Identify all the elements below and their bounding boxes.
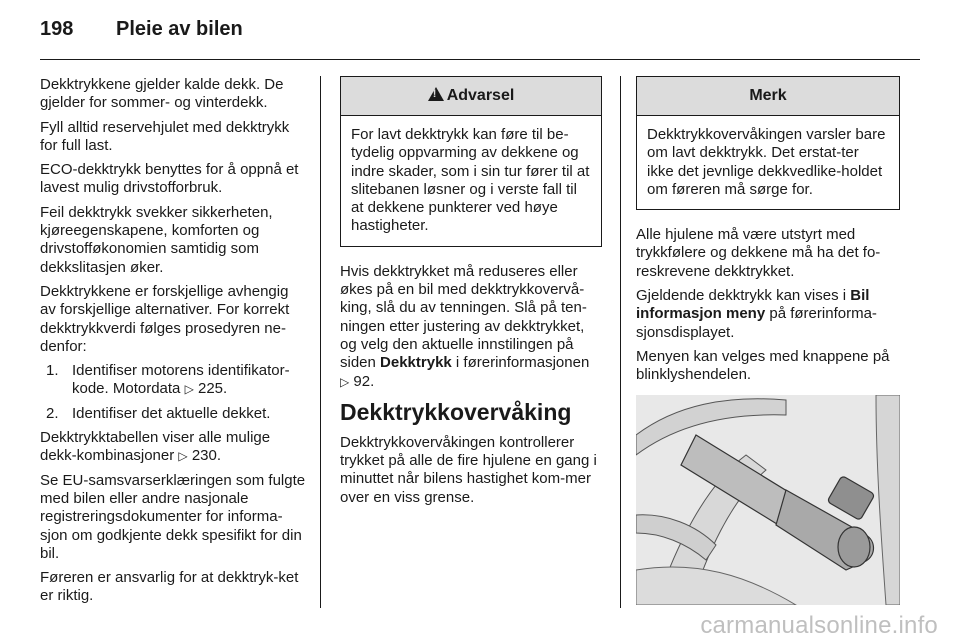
menu-term: Dekktrykk — [380, 354, 452, 372]
list-number: 2. — [46, 404, 59, 422]
paragraph: Føreren er ansvarlig for at dekktryk-ket er riktig. — [40, 569, 299, 605]
page-ref-arrow-icon: ▷ — [178, 449, 188, 464]
column-right — [636, 76, 900, 605]
note-text: Dekktrykkovervåkingen varsler bare om lavt dekktrykk. Det erstat-ter ikke det jevnlige dekkvedlike-holdet om føreren må sørge for. — [647, 126, 886, 198]
warning-triangle-icon — [428, 87, 444, 101]
list-text: Identifiser det aktuelle dekket. — [72, 404, 271, 422]
page-ref-link[interactable]: 230. — [191, 447, 222, 465]
list-number: 1. — [46, 362, 59, 380]
menu-term: Bil informasjon meny — [636, 287, 870, 323]
warning-text: For lavt dekktrykk kan føre til be-tydelig oppvarming av dekkene og indre skader, som i sin tur fører til at slitebanen løsner og i verste fall til at dekkene punkterer ved høye hastigheter. — [351, 126, 590, 235]
page-ref-arrow-icon: ▷ — [184, 382, 194, 397]
page-title: Pleie av bilen — [116, 18, 243, 40]
list-text-body: Identifiser motorens identifikator-kode. Motordata — [72, 362, 290, 398]
header-divider — [40, 59, 920, 60]
column-divider — [320, 76, 321, 608]
column-divider — [620, 76, 621, 608]
paragraph — [636, 287, 900, 342]
paragraph: Alle hjulene må være utstyrt med trykkfølere og dekkene må ha det fo-reskrevene dekktrykket. — [636, 226, 881, 280]
paragraph: ECO-dekktrykk benyttes for å oppnå et lavest mulig drivstofforbruk. — [40, 161, 299, 197]
lever-drawing — [636, 395, 900, 605]
paragraph-text: i førerinformasjonen — [455, 354, 590, 372]
warning-title: Advarsel — [446, 87, 515, 104]
list-item — [40, 405, 308, 423]
paragraph: Dekktrykkene gjelder kalde dekk. De gjelder for sommer- og vinterdekk. — [40, 76, 284, 112]
paragraph: Menyen kan velges med knappene på blinklyshendelen. — [636, 347, 890, 384]
paragraph: Fyll alltid reservehjulet med dekktrykk for full last. — [40, 118, 290, 154]
list-item — [40, 362, 308, 399]
column-middle — [340, 76, 602, 513]
turn-signal-lever-illustration — [636, 395, 900, 605]
section-heading: Dekktrykkovervåking — [340, 398, 572, 425]
paragraph-text: Hvis dekktrykket må reduseres eller økes på en bil med dekktrykkovervå-king, slå du av tenningen. Slå på ten-ningen etter justering av dekktrykket, og velg den aktuelle innstilingen på siden — [340, 262, 587, 372]
paragraph: Dekktrykkovervåkingen kontrollerer trykket på alle de fire hjulene en gang i minuttet når bilens hastighet kom-mer over en viss grense. — [340, 433, 597, 506]
list-text — [72, 362, 308, 399]
paragraph-text: på førerinforma-sjonsdisplayet. — [636, 305, 877, 341]
column-left — [40, 76, 308, 612]
note-header: Merk — [637, 77, 899, 116]
paragraph: Dekktrykkene er forskjellige avhengig av forskjellige alternativer. For korrekt dekktrykkverdi følges prosedyren ne-denfor: — [40, 282, 290, 355]
page-ref-link[interactable]: 225. — [197, 380, 228, 398]
warning-header — [341, 77, 601, 116]
paragraph-text: Gjeldende dekktrykk kan vises i — [636, 287, 847, 305]
warning-box — [340, 76, 602, 247]
paragraph — [40, 429, 308, 466]
paragraph: Se EU-samsvarserklæringen som fulgte med bilen eller andre nasjonale registreringsdokumenter for informa-sjon om godkjente dekk spesifikt for din bil. — [40, 471, 306, 562]
page-ref-arrow-icon: ▷ — [340, 374, 350, 389]
watermark: carmanualsonline.info — [700, 612, 938, 639]
paragraph-text: Dekktrykktabellen viser alle mulige dekk-kombinasjoner — [40, 429, 271, 465]
page-header — [40, 18, 243, 48]
page-ref-link[interactable]: 92. — [353, 372, 375, 390]
page-number: 198 — [40, 18, 74, 40]
paragraph: Feil dekktrykk svekker sikkerheten, kjøreegenskapene, komforten og drivstofføkonomien samtidig som dekkslitasjen øker. — [40, 203, 273, 276]
paragraph — [340, 263, 602, 391]
note-box — [636, 76, 900, 210]
